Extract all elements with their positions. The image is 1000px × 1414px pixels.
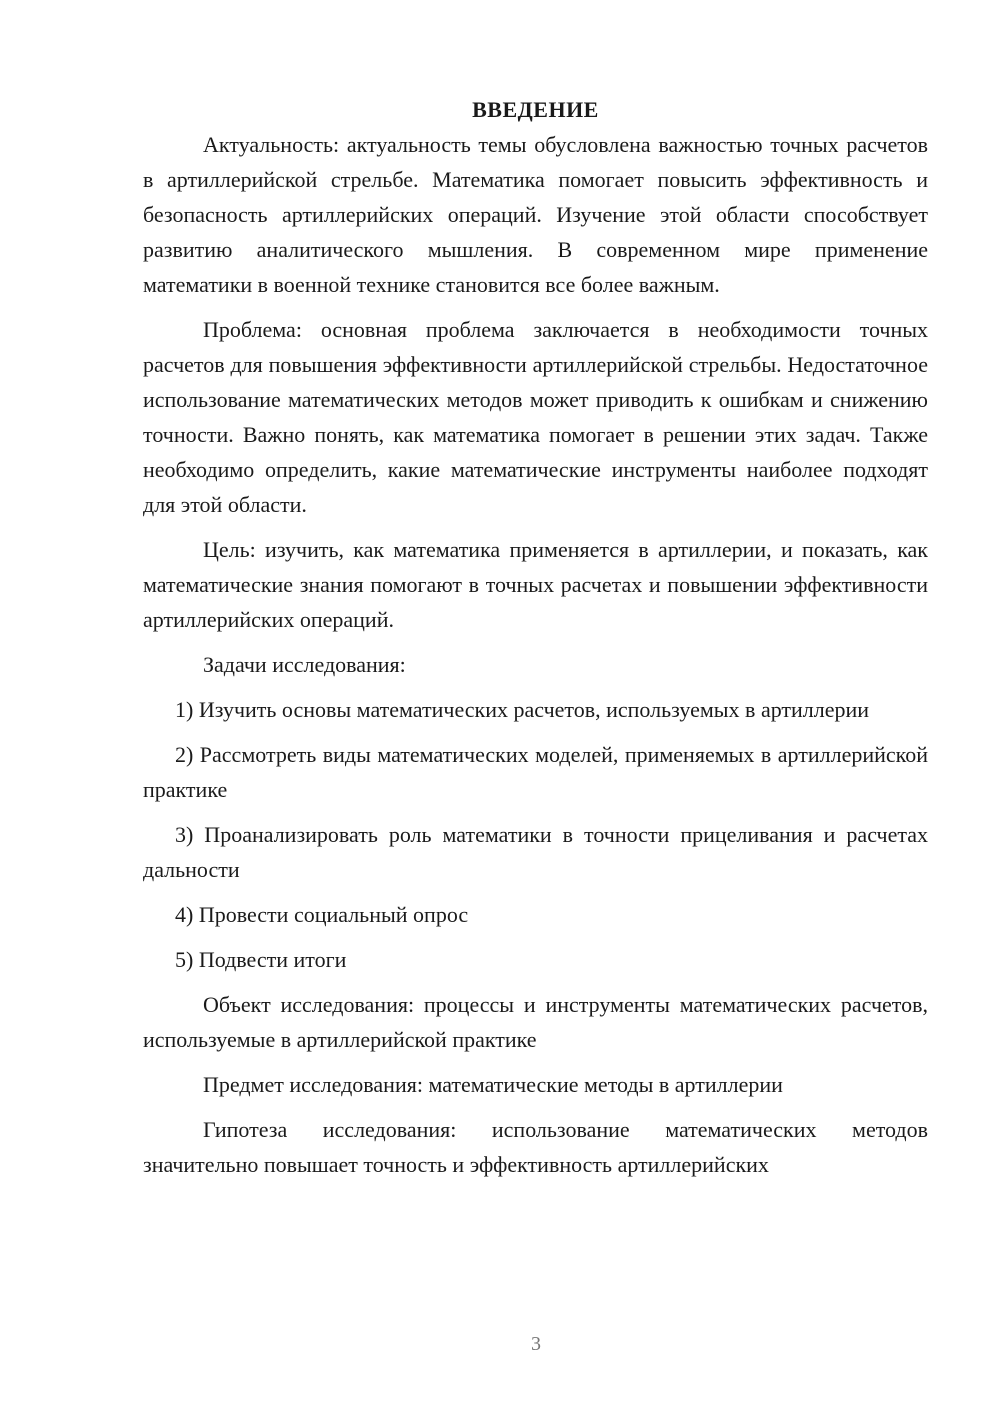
hypothesis-paragraph: Гипотеза исследования: использование математических методов значительно повышает точность и эффективность артиллерийских [143,1117,928,1177]
relevance-paragraph: Актуальность: актуальность темы обусловлена важностью точных расчетов в артиллерийской стрельбе. Математика помогает повысить эффективность и безопасность артиллерийских операций. Изучение этой области способствует развитию аналитического мышления. В современном мире применение математики в военной технике становится все более важным. [143,132,928,297]
problem-paragraph: Проблема: основная проблема заключается в необходимости точных расчетов для повышения эффективности артиллерийской стрельбы. Недостаточное использование математических методов может приводить к ошибкам и снижению точности. Важно понять, как математика помогает в решении этих задач. Также необходимо определить, какие математические инструменты наиболее подходят для этой области. [143,317,928,517]
task-item-2: 2) Рассмотреть виды математических моделей, применяемых в артиллерийской практике [143,742,928,802]
tasks-heading: Задачи исследования: [203,652,406,677]
task-item-1: 1) Изучить основы математических расчетов, используемых в артиллерии [175,697,870,722]
object-paragraph: Объект исследования: процессы и инструменты математических расчетов, используемые в артиллерийской практике [143,992,928,1052]
page-number: 3 [531,1333,541,1355]
task-item-3: 3) Проанализировать роль математики в точности прицеливания и расчетах дальности [143,822,928,882]
subject-paragraph: Предмет исследования: математические методы в артиллерии [203,1072,783,1097]
section-title: ВВЕДЕНИЕ [472,97,599,122]
task-item-5: 5) Подвести итоги [175,947,347,972]
document-page [143,92,928,1182]
goal-paragraph: Цель: изучить, как математика применяется в артиллерии, и показать, как математические знания помогают в точных расчетах и повышении эффективности артиллерийских операций. [143,537,928,632]
task-item-4: 4) Провести социальный опрос [175,902,469,927]
